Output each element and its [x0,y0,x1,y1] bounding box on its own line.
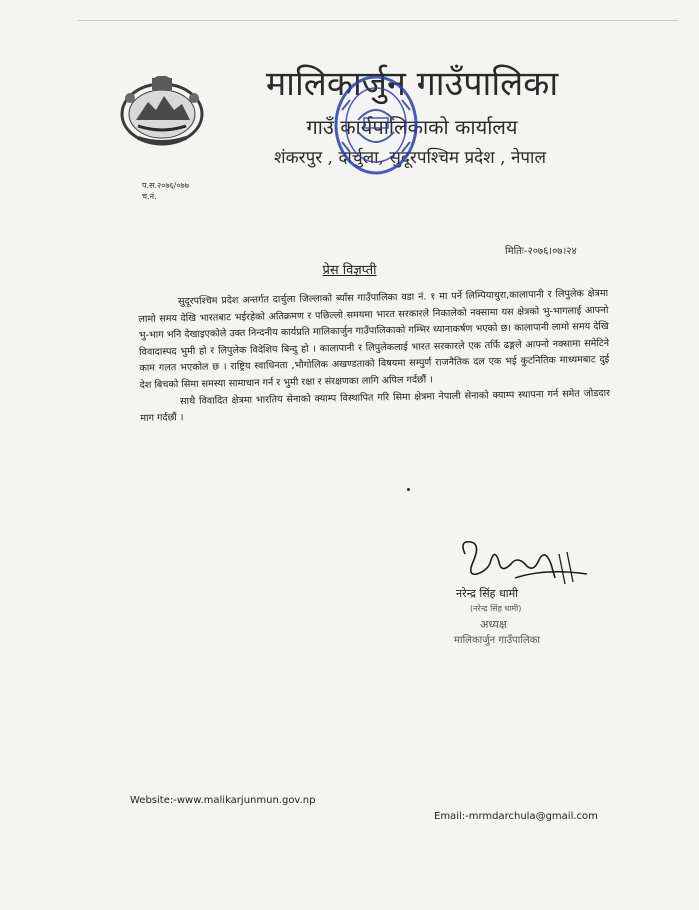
letter-body [138,286,610,428]
letterhead-title: मालिकार्जुन गाउँपालिका [265,64,559,104]
footer-website: Website:-www.malikarjunmun.gov.np [130,795,316,806]
letterhead-subtitle: गाउँ कार्यपालिकाको कार्यालय [306,115,518,139]
signature-icon [455,534,595,594]
heading-text: प्रेस विज्ञप्ती [322,263,377,278]
nepal-emblem-icon [118,76,206,146]
letterhead-address: शंकरपुर , दार्चुला, सुदूरपश्चिम प्रदेश , नेपाल [274,148,546,168]
signatory-name: नरेन्द्र सिंह धामी [456,587,519,600]
body-paragraph-2: साथै विवादित क्षेत्रमा भारतिय सेनाको क्याम्प विस्थापित गरि सिमा क्षेत्रमा नेपाली सेनाको क्याम्प स्थापना गर्न समेत जोडदार माग गर्दछौं । [140,387,611,425]
page-edge-line [78,20,678,21]
seal-stamp-icon [328,70,424,180]
signatory-role: अध्यक्ष [480,618,507,631]
letter-number: प.स.२०७६/०७७ [142,181,189,190]
footer-email: Email:-mrmdarchula@gmail.com [434,811,598,822]
letter-date: मितिः-२०७६।०७।२४ [505,246,577,257]
reference-numbers [142,180,189,202]
signatory-organization: मालिकार्जुन गाउँपालिका [454,635,540,646]
signatory-name-stamp: (नरेन्द्र सिंह धामी) [470,604,522,613]
dispatch-number: च.नं. [142,192,157,201]
ink-dot [407,488,410,491]
body-paragraph-1: सुदूरपश्चिम प्रदेश अन्तर्गत दार्चुला जिल्लाको ब्याँस गाउँपालिका वडा नं. १ मा पर्ने लिम्पियाधुरा,कालापानी र लिपुलेक क्षेत्रमा लामो समय देखि भारतबाट भईरहेको अतिक्रमण र पछिल्लो समयमा भारत सरकारले निकालेको नक्सामा यस क्षेत्रको भु-भागलाई आफ्नो भु-भाग भनि देखाइएकोले उक्त निन्दनीय कार्यप्रति मालिकार्जुन गाउँपालिकाको गम्भिर ध्यानाकर्षण भएको छ। कालापानी लामो समय देखि विवादास्पद भुमी हो र लिपुलेक विदेशिय बिन्दु हो । कालापानी र लिपुलेकलाई भारत सरकारले एक तर्फि ढङ्गले आफ्नो नक्सामा समेटिने काम गलत भएकोल छ । राष्ट्रिय स्वाधिनता ,भौगोलिक अखण्डताको विषयमा सम्पुर्ण राजनैतिक दल एक भई कुटनितिक माध्यमबाट दुई देश बिचको सिमा समस्या सामाधान गर्न र भुमी रक्षा र संरक्षणका लागि अपिल गर्दछौं । [138,287,610,391]
press-release-heading [0,259,699,278]
